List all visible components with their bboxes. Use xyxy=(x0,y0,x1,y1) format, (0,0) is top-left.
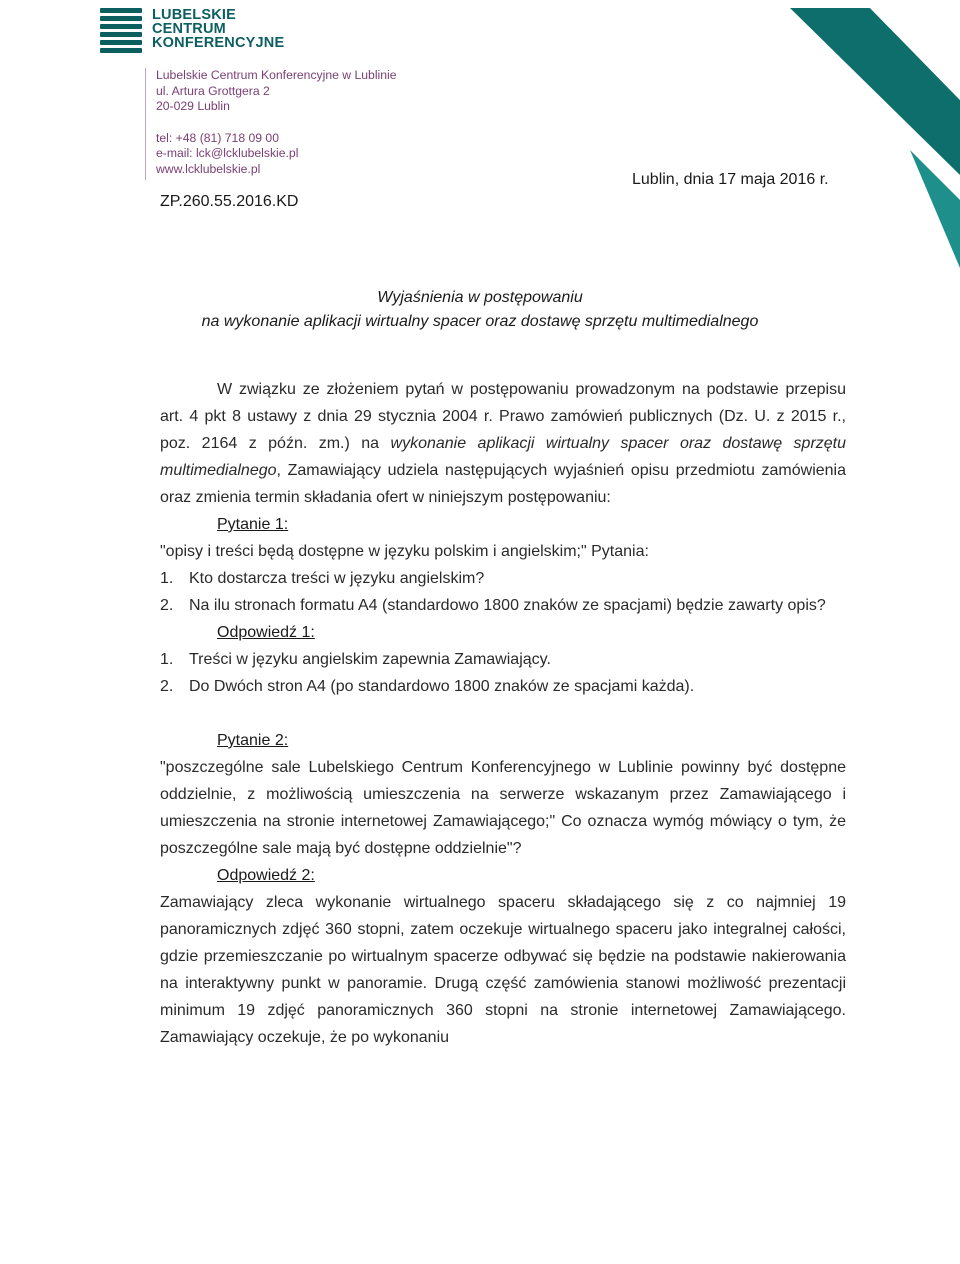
address-line: ul. Artura Grottgera 2 xyxy=(156,83,270,98)
intro-text: W związku ze złożeniem pytań w postępowaniu prowadzonym na podstawie przepisu art. 4 pkt 8 ustawy z dnia 29 stycznia 2004 r. Prawo zamówień publicznych (Dz. U. z 2015 r., poz. 2164 z późn. zm.) na xyxy=(160,381,846,452)
answer-1-heading: Odpowiedź 1: xyxy=(217,624,315,641)
intro-paragraph xyxy=(160,376,846,511)
reference-number: ZP.260.55.2016.KD xyxy=(160,193,299,210)
intro-italic-subject: wykonanie aplikacji wirtualny spacer oraz dostawę sprzętu multimedialnego xyxy=(160,435,847,479)
contact-email: e-mail: lck@lcklubelskie.pl xyxy=(156,146,299,160)
list-text: Kto dostarcza treści w języku angielskim? xyxy=(189,570,485,587)
logo-mark xyxy=(100,8,142,56)
company-logo xyxy=(100,8,300,58)
list-text: Na ilu stronach formatu A4 (standardowo 1800 znaków ze spacjami) będzie zawarty opis? xyxy=(189,597,826,614)
contact-website: www.lcklubelskie.pl xyxy=(156,161,261,176)
list-item xyxy=(160,673,846,700)
list-item xyxy=(160,565,846,592)
document-title xyxy=(0,286,960,334)
title-line-1: Wyjaśnienia w postępowaniu xyxy=(377,289,583,306)
answer-2-heading: Odpowiedź 2: xyxy=(217,867,315,884)
title-line-2: na wykonanie aplikacji wirtualny spacer oraz dostawę sprzętu multimedialnego xyxy=(201,313,759,330)
list-number: 2. xyxy=(160,597,174,614)
list-number: 1. xyxy=(160,570,174,587)
contact-phone: tel: +48 (81) 718 09 00 xyxy=(156,130,279,145)
question-1-text: "opisy i treści będą dostępne w języku polskim i angielskim;" Pytania: xyxy=(160,543,649,560)
logo-line: CENTRUM xyxy=(152,21,226,37)
question-2-text: "poszczególne sale Lubelskiego Centrum Konferencyjnego w Lublinie powinny być dostępne oddzielnie, z możliwością umieszczenia na serwerze wskazanym przez Zamawiającego i umieszczenia na stronie internetowej Zamawiającego;" Co oznacza wymóg mówiący o tym, że poszczególne sale mają być dostępne oddzielnie"? xyxy=(160,759,846,857)
question-1-heading: Pytanie 1: xyxy=(217,516,289,533)
intro-text-end: , Zamawiający udziela następujących wyjaśnień opisu przedmiotu zamówienia oraz zmienia termin składania ofert w niniejszym postępowaniu: xyxy=(160,462,846,506)
document-date: Lublin, dnia 17 maja 2016 r. xyxy=(632,171,829,188)
logo-line: KONFERENCYJNE xyxy=(152,35,285,51)
address-line: 20-029 Lublin xyxy=(156,99,230,113)
document-body xyxy=(160,376,846,1051)
answer-2-text: Zamawiający zleca wykonanie wirtualnego spaceru składającego się z co najmniej 19 panoramicznych zdjęć 360 stopni, zatem oczekuje wirtualnego spaceru jako integralnej całości, gdzie przemieszczanie po wirtualnym spacerze odbywać się będzie na podstawie nakierowania na interaktywny punkt w panoramie. Drugą część zamówienia stanowi możliwość prezentacji minimum 19 zdjęć panoramicznych 360 stopni na stronie internetowej Zamawiającego. Zamawiający oczekuje, że po wykonaniu xyxy=(160,894,846,1046)
address-line: Lubelskie Centrum Konferencyjne w Lublinie xyxy=(156,68,397,82)
list-item xyxy=(160,592,846,619)
list-text: Treści w języku angielskim zapewnia Zamawiający. xyxy=(189,651,551,668)
corner-decoration xyxy=(760,0,960,270)
logo-line: LUBELSKIE xyxy=(152,7,236,23)
sender-address xyxy=(145,68,445,180)
list-number: 1. xyxy=(160,651,174,668)
list-text: Do Dwóch stron A4 (po standardowo 1800 znaków ze spacjami każda). xyxy=(189,678,695,695)
logo-wordmark xyxy=(152,8,284,50)
list-item xyxy=(160,646,846,673)
question-2-heading: Pytanie 2: xyxy=(217,732,289,749)
list-number: 2. xyxy=(160,678,174,695)
